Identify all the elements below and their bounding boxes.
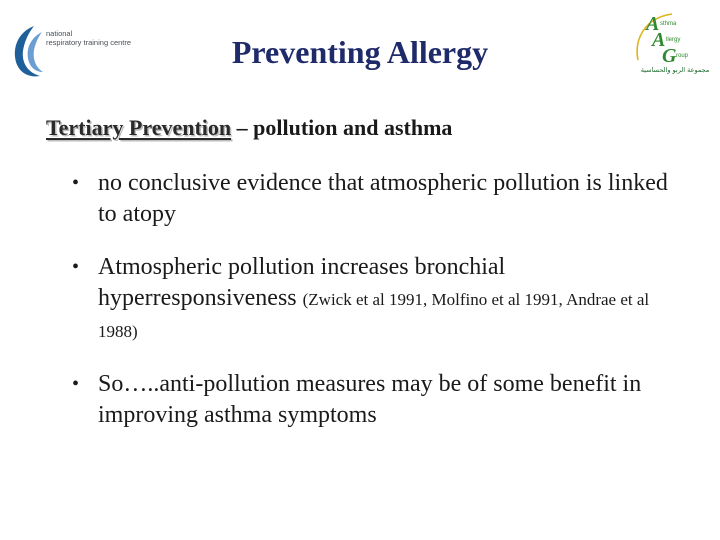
bullet-glyph: • <box>72 373 80 395</box>
bullet-glyph: • <box>72 256 80 278</box>
bullet-text: Atmospheric pollution increases bronchial hyperresponsiveness <box>98 254 506 311</box>
ntrc-line2: respiratory training centre <box>46 38 132 47</box>
aag-logo <box>632 10 718 76</box>
aag-letter-2: A <box>652 29 666 51</box>
aag-logo-icon <box>632 10 718 66</box>
bullet-text: no conclusive evidence that atmospheric pollution is linked to atopy <box>98 170 668 227</box>
slide-title: Preventing Allergy <box>231 34 489 70</box>
subtitle-rest: – pollution and asthma <box>231 115 453 140</box>
aag-arabic-name: مجموعة الربو والحساسية <box>640 66 710 74</box>
bullet-citation: (Zwick et al 1991, Molfino et al 1991, Andrae et al 1988) <box>98 290 650 341</box>
bullet-item <box>70 252 670 347</box>
aag-letter-1: A <box>646 13 660 35</box>
aag-word-1: sthma <box>660 21 677 27</box>
bullet-item <box>70 168 670 230</box>
bullet-text: So…..anti-pollution measures may be of some benefit in improving asthma symptoms <box>98 371 642 428</box>
aag-word-3: roup <box>676 53 689 59</box>
bullet-item <box>70 369 670 431</box>
aag-word-2: llergy <box>666 37 681 43</box>
slide-subtitle <box>46 114 686 142</box>
aag-letter-3: G <box>662 45 677 66</box>
subtitle-emphasis: Tertiary Prevention <box>46 115 232 140</box>
bullet-list <box>70 168 670 431</box>
bullet-glyph: • <box>72 172 80 194</box>
ntrc-line1: national <box>46 29 73 38</box>
